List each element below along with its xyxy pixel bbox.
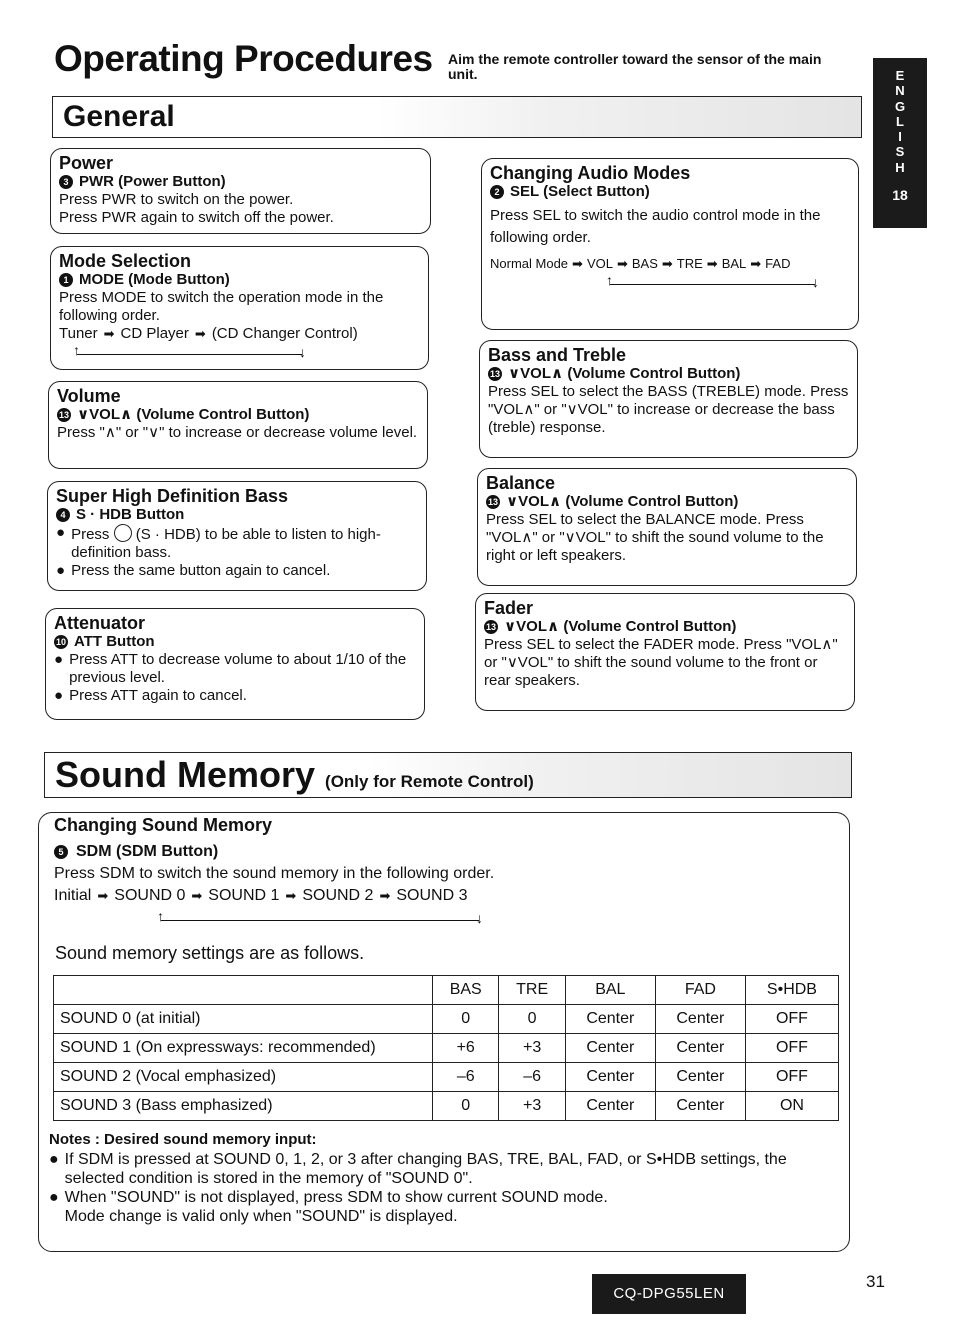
att-bullet-1: ● Press ATT to decrease volume to about 1/10 of the previous level.: [54, 651, 407, 686]
general-section-bar: [52, 96, 862, 138]
table-cell: +3: [499, 1034, 565, 1063]
button-number-icon: 13: [489, 369, 500, 379]
page-title: Operating Procedures: [54, 38, 433, 79]
table-header: FAD: [655, 976, 745, 1005]
table-cell: Center: [565, 1063, 655, 1092]
volume-title: Volume: [57, 386, 121, 406]
audio-text: Press SEL to switch the audio control mode in the following order.: [490, 207, 821, 246]
button-number-icon: 13: [487, 497, 498, 507]
table-cell: Center: [565, 1034, 655, 1063]
table-header: BAL: [565, 976, 655, 1005]
bass-text: Press SEL to select the BASS (TREBLE) mode. Press "VOL∧" or "∨VOL" to increase or decrease the bass (treble) response.: [488, 383, 849, 436]
table-cell: SOUND 3 (Bass emphasized): [54, 1092, 433, 1121]
table-header: BAS: [433, 976, 499, 1005]
arrow-right-icon: ➡: [661, 256, 673, 271]
audio-title: Changing Audio Modes: [490, 163, 691, 183]
table-cell: OFF: [745, 1063, 838, 1092]
balance-button-label: 13 ∨VOL∧ (Volume Control Button): [487, 493, 739, 510]
table-cell: 0: [433, 1005, 499, 1034]
mode-button-label: 1 MODE (Mode Button): [59, 271, 422, 289]
shdb-button-label: 4 S · HDB Button: [56, 506, 420, 524]
loop-back-arrow-icon: ↑ ↓: [73, 342, 306, 360]
table-row: [54, 1034, 839, 1063]
table-row: [54, 1063, 839, 1092]
notes: [49, 1131, 844, 1226]
balance-text: Press SEL to select the BALANCE mode. Press "VOL∧" or "∨VOL" to shift the sound volume to the right or left speakers.: [486, 511, 824, 564]
table-header-row: [54, 976, 839, 1005]
att-button-label: 10 ATT Button: [55, 633, 155, 650]
arrow-right-icon: ➡: [616, 256, 628, 271]
language-tab: [873, 58, 927, 228]
table-cell: +6: [433, 1034, 499, 1063]
fader-box: [475, 593, 855, 711]
note-2: ● When "SOUND" is not displayed, press SDM to show current SOUND mode. Mode change is valid only when "SOUND" is displayed.: [49, 1189, 608, 1225]
button-number-icon: 10: [55, 637, 66, 647]
bass-title: Bass and Treble: [488, 345, 627, 365]
table-cell: Center: [655, 1063, 745, 1092]
table-cell: SOUND 0 (at initial): [54, 1005, 433, 1034]
loop-back-arrow-icon: ↑ ↓: [157, 908, 483, 926]
language-letters: E N G L I S H: [894, 68, 906, 175]
arrow-right-icon: ➡: [97, 888, 109, 903]
arrow-right-icon: ➡: [379, 888, 391, 903]
power-box: [50, 148, 431, 234]
sound-memory-box-title: Changing Sound Memory: [54, 815, 272, 835]
mode-sequence: Tuner ➡ CD Player ➡ (CD Changer Control): [59, 325, 358, 342]
changing-sound-memory-box: [38, 812, 850, 1252]
bass-treble-box: [479, 340, 858, 458]
button-number-icon: 3: [59, 175, 73, 189]
table-cell: SOUND 1 (On expressways: recommended): [54, 1034, 433, 1063]
balance-title: Balance: [486, 473, 556, 493]
power-title: Power: [59, 153, 114, 173]
attenuator-title: Attenuator: [54, 613, 145, 633]
button-number-icon: 5: [54, 845, 68, 859]
loop-back-arrow-icon: ↑ ↓: [606, 272, 819, 290]
aim-note: Aim the remote controller toward the sensor of the main unit.: [448, 51, 822, 82]
shdb-bullet-2: ● Press the same button again to cancel.: [56, 562, 331, 579]
arrow-right-icon: ➡: [750, 256, 762, 271]
power-button-label: 3 PWR (Power Button): [59, 173, 424, 191]
button-number-icon: 4: [56, 508, 70, 522]
table-row: [54, 1092, 839, 1121]
sound-memory-subtitle: (Only for Remote Control): [325, 772, 534, 791]
settings-label: Sound memory settings are as follows.: [55, 943, 365, 963]
general-title: General: [63, 100, 175, 133]
sdm-button-label: 5 SDM (SDM Button): [54, 843, 218, 861]
button-number-icon: 13: [485, 622, 496, 632]
arrow-right-icon: ➡: [706, 256, 718, 271]
arrow-right-icon: ➡: [103, 326, 115, 341]
bass-button-label: 13 ∨VOL∧ (Volume Control Button): [489, 365, 741, 382]
volume-text: Press "∧" or "∨" to increase or decrease volume level.: [57, 424, 418, 441]
table-header: S•HDB: [745, 976, 838, 1005]
volume-button-label: 13 ∨VOL∧ (Volume Control Button): [58, 406, 310, 423]
table-cell: ON: [745, 1092, 838, 1121]
fader-button-label: 13 ∨VOL∧ (Volume Control Button): [485, 618, 737, 635]
sdm-text: Press SDM to switch the sound memory in the following order.: [54, 865, 495, 882]
power-text-1: Press PWR to switch on the power.: [59, 191, 294, 208]
table-cell: Center: [565, 1005, 655, 1034]
sound-memory-title: Sound Memory (Only for Remote Control): [55, 754, 534, 795]
volume-box: [48, 381, 428, 469]
fader-title: Fader: [484, 598, 534, 618]
shdb-button-icon: [114, 524, 132, 542]
table-cell: OFF: [745, 1005, 838, 1034]
sdm-sequence: Initial ➡ SOUND 0 ➡ SOUND 1 ➡ SOUND 2 ➡ SOUND 3: [54, 887, 468, 904]
shdb-box: [47, 481, 427, 591]
page-number: 31: [866, 1272, 885, 1291]
mode-title: Mode Selection: [59, 251, 192, 271]
note-1: ● If SDM is pressed at SOUND 0, 1, 2, or 3 after changing BAS, TRE, BAL, FAD, or S•HDB settings, the selected condition is stored in the memory of "SOUND 0".: [49, 1151, 787, 1187]
sound-memory-table: [53, 975, 839, 1121]
sound-memory-section-bar: [44, 752, 852, 798]
table-cell: SOUND 2 (Vocal emphasized): [54, 1063, 433, 1092]
table-row: [54, 1005, 839, 1034]
table-cell: Center: [655, 1034, 745, 1063]
att-bullet-2: ● Press ATT again to cancel.: [54, 687, 247, 704]
arrow-right-icon: ➡: [191, 888, 203, 903]
balance-box: [477, 468, 857, 586]
table-cell: 0: [499, 1005, 565, 1034]
table-cell: –6: [499, 1063, 565, 1092]
power-text-2: Press PWR again to switch off the power.: [59, 209, 334, 226]
audio-modes-box: [481, 158, 859, 330]
attenuator-box: [45, 608, 425, 720]
model-number-badge: CQ-DPG55LEN: [592, 1274, 746, 1314]
table-cell: –6: [433, 1063, 499, 1092]
button-number-icon: 13: [58, 410, 69, 420]
table-cell: Center: [655, 1092, 745, 1121]
table-header: [54, 976, 433, 1005]
shdb-title: Super High Definition Bass: [56, 486, 289, 506]
button-number-icon: 2: [490, 185, 504, 199]
table-cell: +3: [499, 1092, 565, 1121]
mode-text: Press MODE to switch the operation mode in the following order.: [59, 289, 384, 324]
table-cell: Center: [565, 1092, 655, 1121]
mode-selection-box: [50, 246, 429, 370]
notes-title: Notes : Desired sound memory input:: [49, 1131, 317, 1148]
arrow-right-icon: ➡: [285, 888, 297, 903]
sel-button-label: 2 SEL (Select Button): [490, 183, 852, 201]
arrow-right-icon: ➡: [194, 326, 206, 341]
audio-sequence: Normal Mode ➡ VOL ➡ BAS ➡ TRE ➡ BAL ➡ FAD: [490, 256, 791, 271]
fader-text: Press SEL to select the FADER mode. Press "VOL∧" or "∨VOL" to shift the sound volume to the front or rear speakers.: [484, 636, 838, 689]
arrow-right-icon: ➡: [572, 256, 583, 271]
button-number-icon: 1: [59, 273, 73, 287]
shdb-bullet-1: ● Press (S · HDB) to be able to listen to high-definition bass.: [56, 524, 381, 561]
language-page-number: 18: [892, 187, 908, 204]
table-cell: Center: [655, 1005, 745, 1034]
table-cell: 0: [433, 1092, 499, 1121]
table-cell: OFF: [745, 1034, 838, 1063]
table-header: TRE: [499, 976, 565, 1005]
